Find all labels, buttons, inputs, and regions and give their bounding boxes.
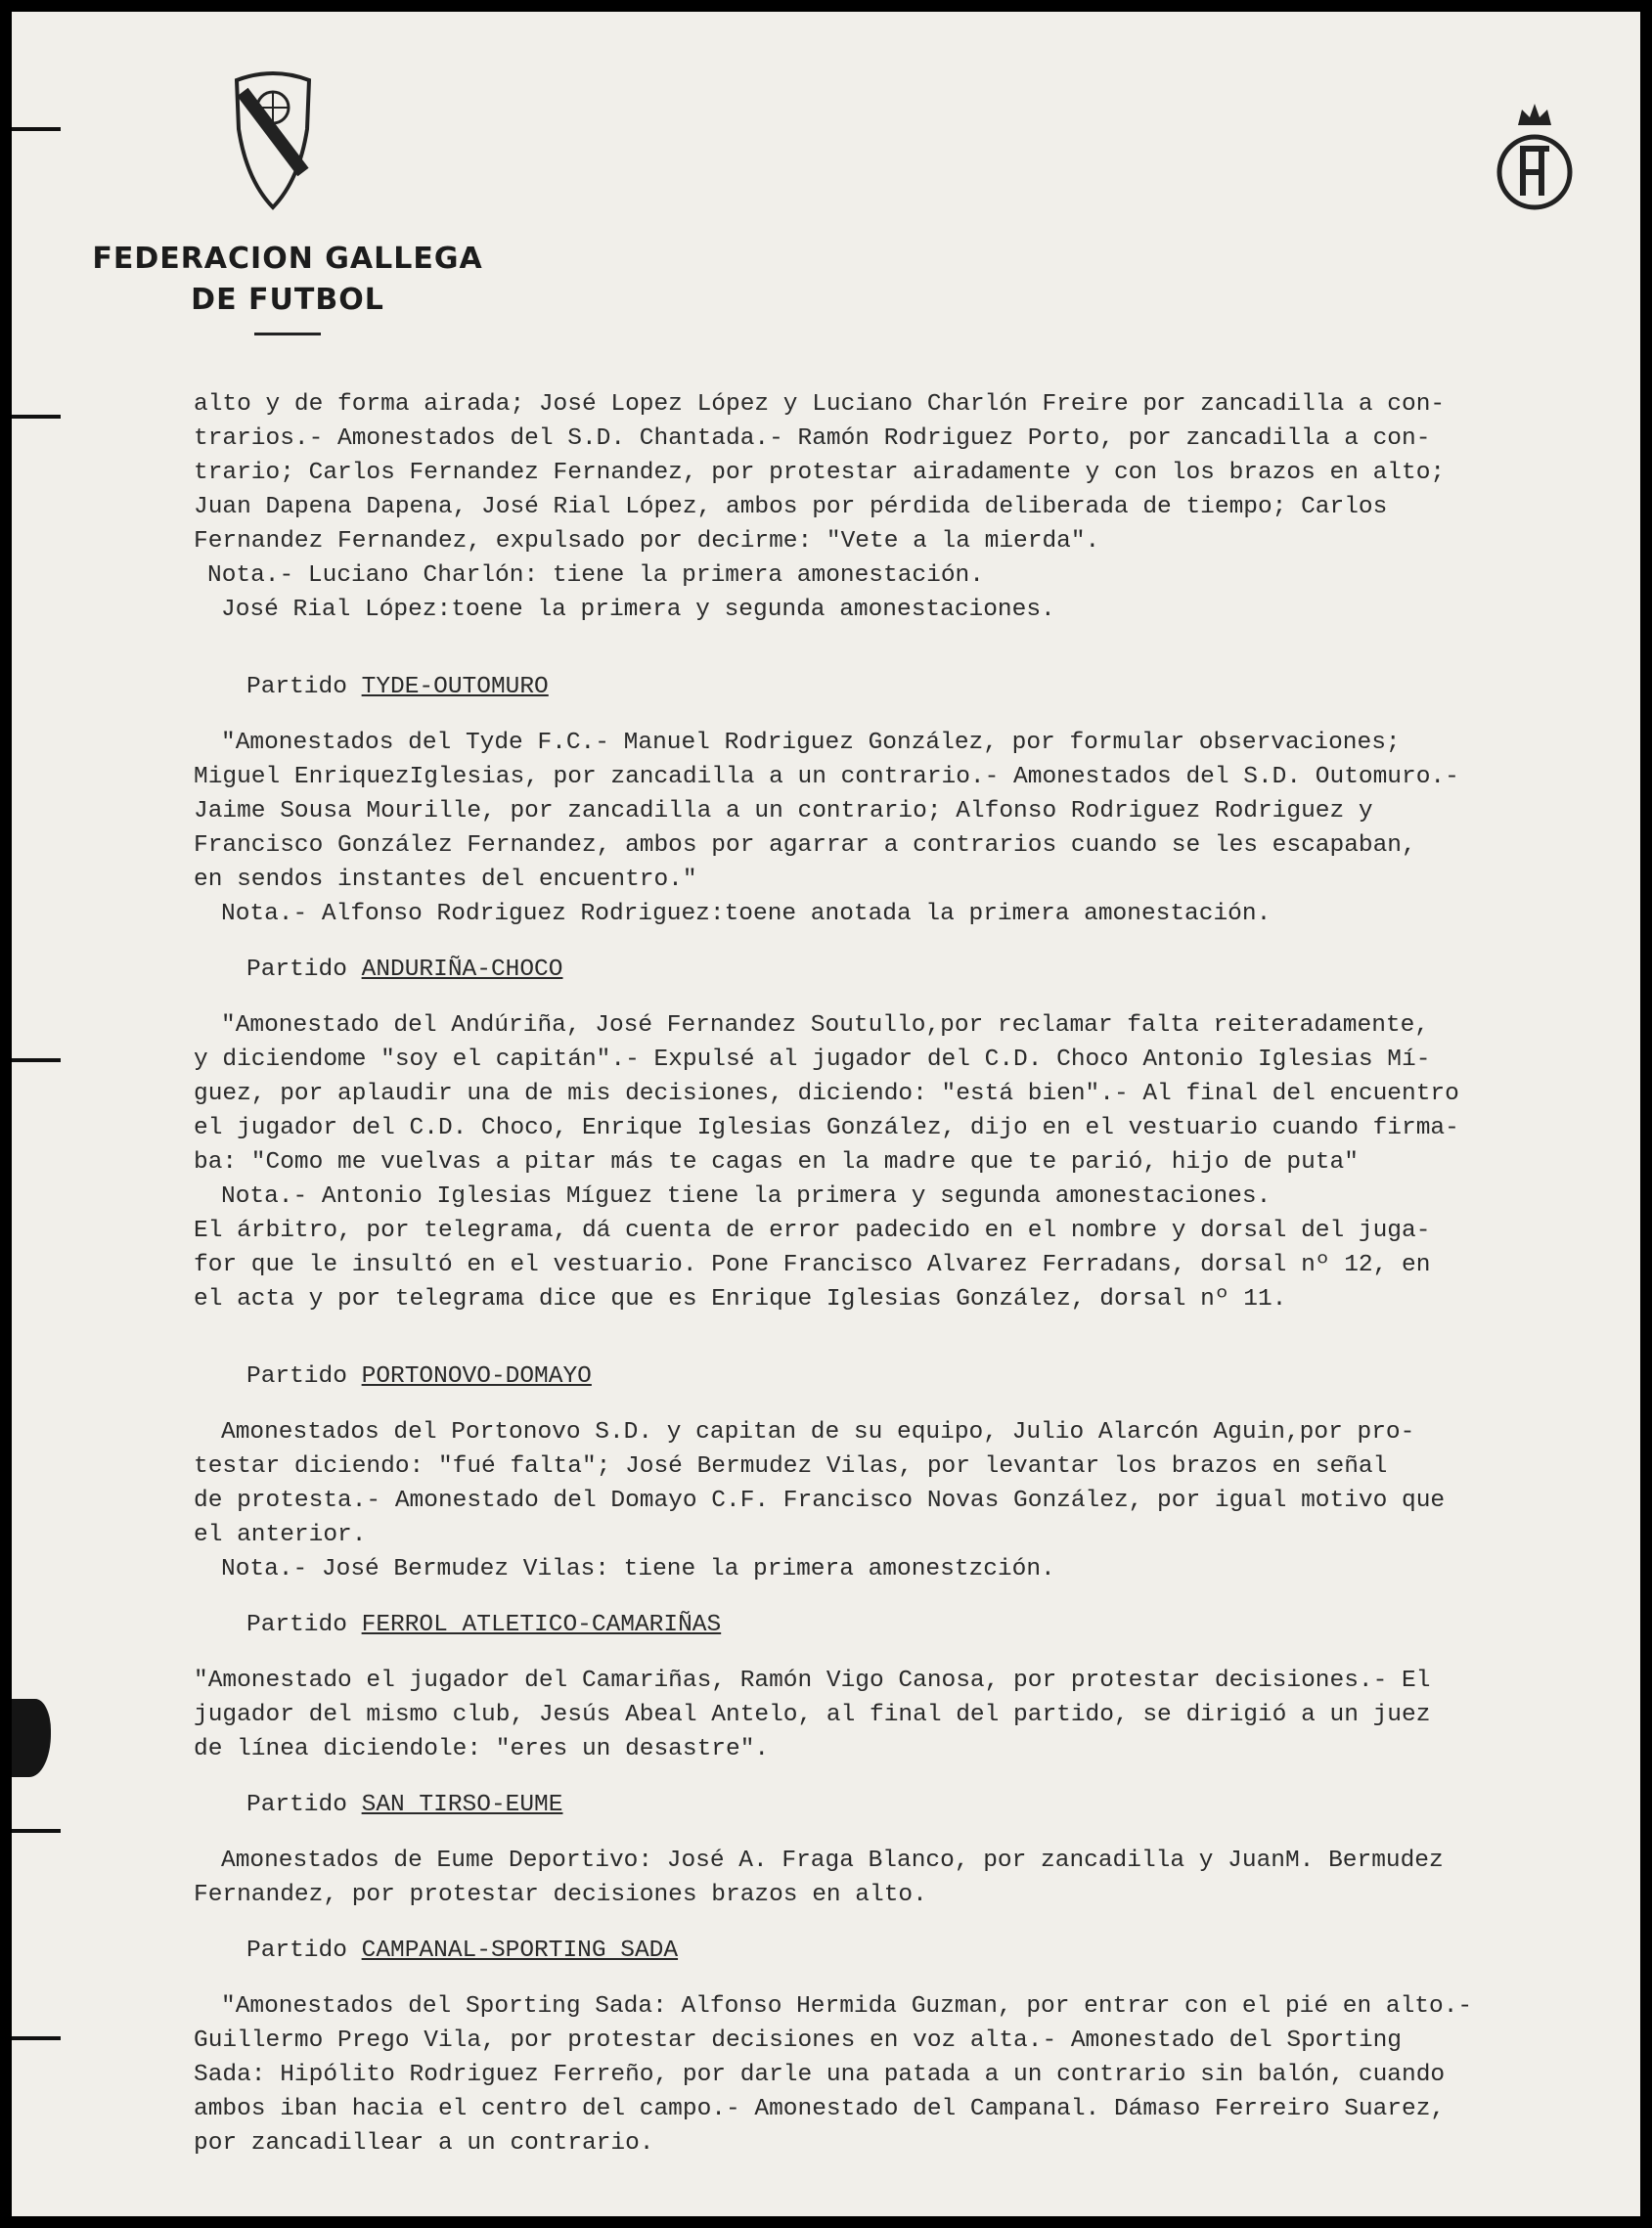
torn-edge bbox=[12, 1699, 51, 1777]
report-line: Guillermo Prego Vila, por protestar decisiones en voz alta.- Amonestado del Sporting bbox=[194, 2027, 1403, 2054]
match-name: CAMPANAL-SPORTING SADA bbox=[361, 1938, 679, 1964]
report-note: Nota.- Antonio Iglesias Míguez tiene la primera y segunda amonestaciones. bbox=[221, 1183, 1272, 1210]
report-line: "Amonestado el jugador del Camariñas, Ramón Vigo Canosa, por protestar decisiones.- El bbox=[194, 1668, 1431, 1694]
report-line: Francisco González Fernandez, ambos por agarrar a contrarios cuando se les escapaban, bbox=[194, 832, 1416, 859]
match-heading: Partido CAMPANAL-SPORTING SADA bbox=[246, 1938, 679, 1964]
binder-hole-mark bbox=[12, 1058, 61, 1062]
match-heading: Partido SAN TIRSO-EUME bbox=[246, 1792, 563, 1818]
match-name: FERROL ATLETICO-CAMARIÑAS bbox=[361, 1612, 722, 1638]
report-note: Nota.- José Bermudez Vilas: tiene la primera amonestzción. bbox=[221, 1556, 1055, 1582]
title-underline bbox=[254, 333, 321, 335]
report-line: Amonestados de Eume Deportivo: José A. Fraga Blanco, por zancadilla y JuanM. Bermudez bbox=[221, 1848, 1444, 1874]
match-heading: Partido TYDE-OUTOMURO bbox=[246, 674, 549, 700]
match-heading: Partido PORTONOVO-DOMAYO bbox=[246, 1363, 592, 1390]
binder-hole-mark bbox=[12, 1829, 61, 1833]
report-line: el acta y por telegrama dice que es Enrique Iglesias González, dorsal nº 11. bbox=[194, 1286, 1287, 1313]
binder-hole-mark bbox=[12, 127, 61, 131]
match-name: TYDE-OUTOMURO bbox=[361, 674, 549, 700]
federation-name bbox=[82, 239, 493, 335]
report-line: guez, por aplaudir una de mis decisiones, diciendo: "está bien".- Al final del encuentro bbox=[194, 1081, 1459, 1107]
report-line: Amonestados del Portonovo S.D. y capitan de su equipo, Julio Alarcón Aguin,por pro- bbox=[221, 1419, 1415, 1446]
report-line: por zancadillear a un contrario. bbox=[194, 2130, 654, 2157]
report-line: testar diciendo: "fué falta"; José Bermudez Vilas, por levantar los brazos en señal bbox=[194, 1453, 1388, 1480]
report-line: "Amonestado del Andúriña, José Fernandez Soutullo,por reclamar falta reiteradamente, bbox=[221, 1012, 1430, 1039]
report-line: Fernandez, por protestar decisiones brazos en alto. bbox=[194, 1882, 927, 1908]
report-body bbox=[194, 387, 1622, 2161]
intro-note: José Rial López:toene la primera y segunda amonestaciones. bbox=[221, 597, 1055, 623]
report-line: el anterior. bbox=[194, 1522, 367, 1548]
report-line: de protesta.- Amonestado del Domayo C.F. Francisco Novas González, por igual motivo que bbox=[194, 1488, 1446, 1514]
report-line: y diciendome "soy el capitán".- Expulsé al jugador del C.D. Choco Antonio Iglesias Mí- bbox=[194, 1047, 1431, 1073]
report-line: en sendos instantes del encuentro." bbox=[194, 867, 697, 893]
report-line: for que le insultó en el vestuario. Pone Francisco Alvarez Ferradans, dorsal nº 12, en bbox=[194, 1252, 1431, 1278]
federation-name-line-2: DE FUTBOL bbox=[191, 283, 384, 317]
typed-document-page bbox=[12, 12, 1640, 2216]
intro-line: Fernandez Fernandez, expulsado por decirme: "Vete a la mierda". bbox=[194, 528, 1100, 555]
report-line: de línea diciendole: "eres un desastre". bbox=[194, 1736, 770, 1762]
report-line: El árbitro, por telegrama, dá cuenta de error padecido en el nombre y dorsal del juga- bbox=[194, 1218, 1431, 1244]
report-line: el jugador del C.D. Choco, Enrique Iglesias González, dijo en el vestuario cuando firma- bbox=[194, 1115, 1459, 1141]
intro-line: Juan Dapena Dapena, José Rial López, ambos por pérdida deliberada de tiempo; Carlos bbox=[194, 494, 1388, 520]
binder-hole-mark bbox=[12, 2036, 61, 2040]
intro-line: alto y de forma airada; José Lopez López y Luciano Charlón Freire por zancadilla a con- bbox=[194, 391, 1446, 418]
match-name: PORTONOVO-DOMAYO bbox=[361, 1363, 592, 1390]
federation-shield-crest-icon bbox=[229, 70, 317, 217]
report-line: "Amonestados del Tyde F.C.- Manuel Rodriguez González, por formular observaciones; bbox=[221, 730, 1401, 756]
report-line: Sada: Hipólito Rodriguez Ferreño, por darle una patada a un contrario sin balón, cuando bbox=[194, 2062, 1446, 2088]
report-line: Jaime Sousa Mourille, por zancadilla a un contrario; Alfonso Rodriguez Rodriguez y bbox=[194, 798, 1373, 824]
report-line: jugador del mismo club, Jesús Abeal Antelo, al final del partido, se dirigió a un juez bbox=[194, 1702, 1431, 1728]
intro-note: Nota.- Luciano Charlón: tiene la primera amonestación. bbox=[207, 562, 984, 589]
match-name: ANDURIÑA-CHOCO bbox=[361, 957, 563, 983]
report-line: ambos iban hacia el centro del campo.- Amonestado del Campanal. Dámaso Ferreiro Suarez, bbox=[194, 2096, 1446, 2122]
intro-line: trarios.- Amonestados del S.D. Chantada.- Ramón Rodriguez Porto, por zancadilla a con- bbox=[194, 425, 1431, 452]
report-line: "Amonestados del Sporting Sada: Alfonso Hermida Guzman, por entrar con el pié en alto.- bbox=[221, 1993, 1473, 2020]
royal-federation-crest-icon bbox=[1491, 96, 1579, 223]
report-line: ba: "Como me vuelvas a pitar más te cagas en la madre que te parió, hijo de puta" bbox=[194, 1149, 1359, 1176]
report-note: Nota.- Alfonso Rodriguez Rodriguez:toene anotada la primera amonestación. bbox=[221, 901, 1272, 927]
match-heading: Partido ANDURIÑA-CHOCO bbox=[246, 957, 563, 983]
intro-line: trario; Carlos Fernandez Fernandez, por protestar airadamente y con los brazos en alto; bbox=[194, 460, 1446, 486]
federation-name-line-1: FEDERACION GALLEGA bbox=[92, 242, 483, 276]
match-heading: Partido FERROL ATLETICO-CAMARIÑAS bbox=[246, 1612, 722, 1638]
binder-hole-mark bbox=[12, 415, 61, 419]
match-name: SAN TIRSO-EUME bbox=[361, 1792, 563, 1818]
report-line: Miguel EnriquezIglesias, por zancadilla a un contrario.- Amonestados del S.D. Outomuro.- bbox=[194, 764, 1459, 790]
